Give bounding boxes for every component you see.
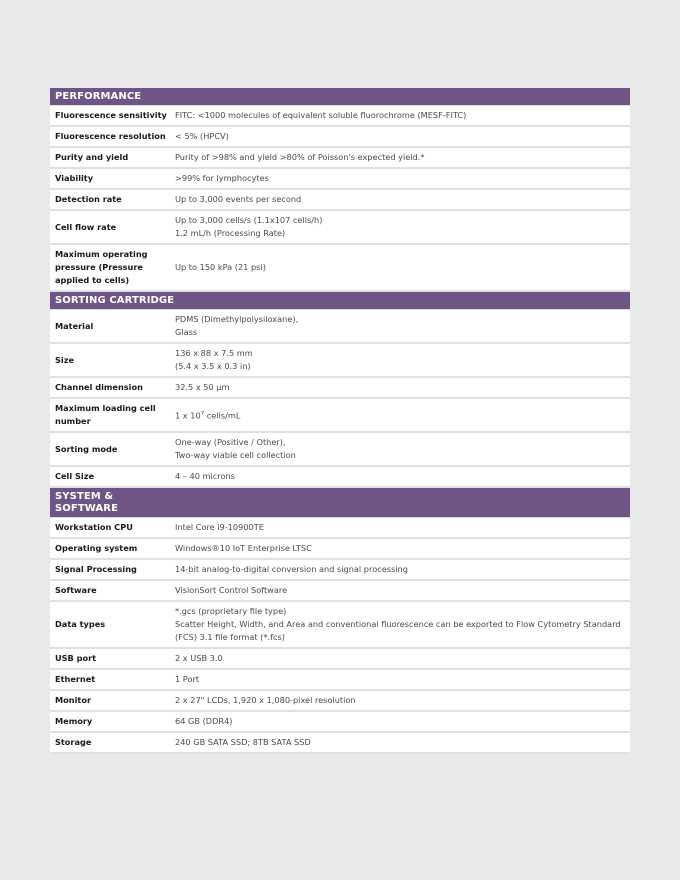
spec-value <box>171 344 630 378</box>
spec-value-line: < 5% (HPCV) <box>175 131 229 141</box>
spec-value <box>171 712 630 733</box>
section-title-text: PERFORMANCE <box>55 91 142 102</box>
spec-row-maximum-loading-cell-number <box>50 399 630 433</box>
spec-label: Data types <box>50 602 171 649</box>
spec-label: Maximum loading cell number <box>50 399 171 433</box>
spec-value <box>171 148 630 169</box>
spec-row-software <box>50 581 630 602</box>
spec-value <box>171 211 630 245</box>
spec-value <box>171 560 630 581</box>
spec-value-line: 2 x 27" LCDs, 1,920 x 1,080-pixel resolution <box>175 695 356 705</box>
spec-value-line: 64 GB (DDR4) <box>175 716 233 726</box>
spec-value <box>171 106 630 127</box>
spec-value-line: Up to 3,000 events per second <box>175 194 302 204</box>
spec-label: Material <box>50 310 171 344</box>
spec-value-exponent: 7 <box>200 410 205 417</box>
spec-value <box>171 378 630 399</box>
spec-value <box>171 581 630 602</box>
spec-label: Ethernet <box>50 670 171 691</box>
spec-value-line: 240 GB SATA SSD; 8TB SATA SSD <box>175 737 311 747</box>
spec-value <box>171 691 630 712</box>
section-header-system-software <box>50 488 630 518</box>
spec-value-line: 14-bit analog-to-digital conversion and signal processing <box>175 564 408 574</box>
spec-value-line: Two-way viable cell collection <box>175 450 296 460</box>
spec-row-signal-processing <box>50 560 630 581</box>
spec-row-memory <box>50 712 630 733</box>
spec-row-detection-rate <box>50 190 630 211</box>
spec-label: Maximum operating pressure (Pressure applied to cells) <box>50 245 171 292</box>
spec-label: Workstation CPU <box>50 518 171 539</box>
spec-value <box>171 539 630 560</box>
spec-row-monitor <box>50 691 630 712</box>
section-title <box>50 292 630 310</box>
spec-label: Size <box>50 344 171 378</box>
spec-table <box>50 88 630 754</box>
spec-label: Operating system <box>50 539 171 560</box>
spec-value <box>171 733 630 754</box>
spec-value-line: 136 x 88 x 7.5 mm <box>175 348 253 358</box>
spec-label: Fluorescence sensitivity <box>50 106 171 127</box>
spec-label: Software <box>50 581 171 602</box>
spec-label: Viability <box>50 169 171 190</box>
spec-row-size <box>50 344 630 378</box>
spec-label: Sorting mode <box>50 433 171 467</box>
spec-value-line: 32.5 x 50 µm <box>175 382 230 392</box>
spec-value <box>171 518 630 539</box>
spec-value-line: One-way (Positive / Other), <box>175 437 286 447</box>
spec-value <box>171 670 630 691</box>
spec-label: Cell Size <box>50 467 171 488</box>
spec-row-ethernet <box>50 670 630 691</box>
spec-row-cell-flow-rate <box>50 211 630 245</box>
spec-label: Channel dimension <box>50 378 171 399</box>
spec-row-cell-size <box>50 467 630 488</box>
spec-label: Fluorescence resolution <box>50 127 171 148</box>
spec-value-prefix: 1 x 10 <box>175 410 201 421</box>
spec-row-fluorescence-resolution <box>50 127 630 148</box>
spec-row-purity-and-yield <box>50 148 630 169</box>
spec-value <box>171 433 630 467</box>
spec-row-material <box>50 310 630 344</box>
spec-value <box>171 169 630 190</box>
spec-value-line: 1 Port <box>175 674 200 684</box>
spec-value-line: Purity of >98% and yield >80% of Poisson's expected yield.* <box>175 152 425 162</box>
section-header-performance <box>50 88 630 106</box>
spec-label: Detection rate <box>50 190 171 211</box>
spec-value-line: Windows®10 IoT Enterprise LTSC <box>175 543 312 553</box>
spec-value-line: 4 – 40 microns <box>175 471 235 481</box>
spec-value <box>171 649 630 670</box>
spec-value-line: (5.4 x 3.5 x 0.3 in) <box>175 361 251 371</box>
spec-value <box>171 245 630 292</box>
spec-label: Purity and yield <box>50 148 171 169</box>
spec-value-line: *.gcs (proprietary file type) <box>175 606 287 616</box>
spec-label: Cell flow rate <box>50 211 171 245</box>
spec-value-line: FITC: <1000 molecules of equivalent soluble fluorochrome (MESF-FITC) <box>175 110 467 120</box>
section-title-text: SYSTEM & SOFTWARE <box>55 491 119 514</box>
spec-row-operating-system <box>50 539 630 560</box>
spec-label: USB port <box>50 649 171 670</box>
spec-label: Memory <box>50 712 171 733</box>
spec-value-line: 2 x USB 3.0 <box>175 653 223 663</box>
spec-value-line: Glass <box>175 327 198 337</box>
spec-value <box>171 190 630 211</box>
spec-value-line: Up to 3,000 cells/s (1.1x107 cells/h) <box>175 215 323 225</box>
spec-row-usb-port <box>50 649 630 670</box>
spec-row-workstation-cpu <box>50 518 630 539</box>
spec-value <box>171 602 630 649</box>
spec-value-line: Up to 150 kPa (21 psi) <box>175 262 266 272</box>
spec-value-line: PDMS (Dimethylpolysiloxane), <box>175 314 299 324</box>
spec-value-line: Intel Core i9-10900TE <box>175 522 264 532</box>
spec-value-line: VisionSort Control Software <box>175 585 288 595</box>
spec-table-body <box>50 88 630 754</box>
spec-label: Monitor <box>50 691 171 712</box>
spec-row-fluorescence-sensitivity <box>50 106 630 127</box>
spec-row-data-types <box>50 602 630 649</box>
spec-row-sorting-mode <box>50 433 630 467</box>
spec-value <box>171 310 630 344</box>
spec-value-line: >99% for lymphocytes <box>175 173 269 183</box>
spec-row-storage <box>50 733 630 754</box>
spec-value-line: 1.2 mL/h (Processing Rate) <box>175 228 286 238</box>
spec-value-suffix: cells/mL <box>204 410 241 421</box>
spec-row-viability <box>50 169 630 190</box>
spec-row-maximum-operating-pressure-pressure-applied-to-cells <box>50 245 630 292</box>
section-title <box>50 488 630 518</box>
spec-row-channel-dimension <box>50 378 630 399</box>
spec-value <box>171 399 630 433</box>
spec-label: Signal Processing <box>50 560 171 581</box>
spec-value <box>171 127 630 148</box>
spec-value <box>171 467 630 488</box>
spec-label: Storage <box>50 733 171 754</box>
spec-value-line: Scatter Height, Width, and Area and conventional fluorescence can be exported to Flow Cytometry Standard (FCS) 3.1 file format (*.fcs) <box>175 619 621 642</box>
section-header-sorting-cartridge <box>50 292 630 310</box>
section-title-text: SORTING CARTRIDGE <box>55 295 175 306</box>
section-title <box>50 88 630 106</box>
